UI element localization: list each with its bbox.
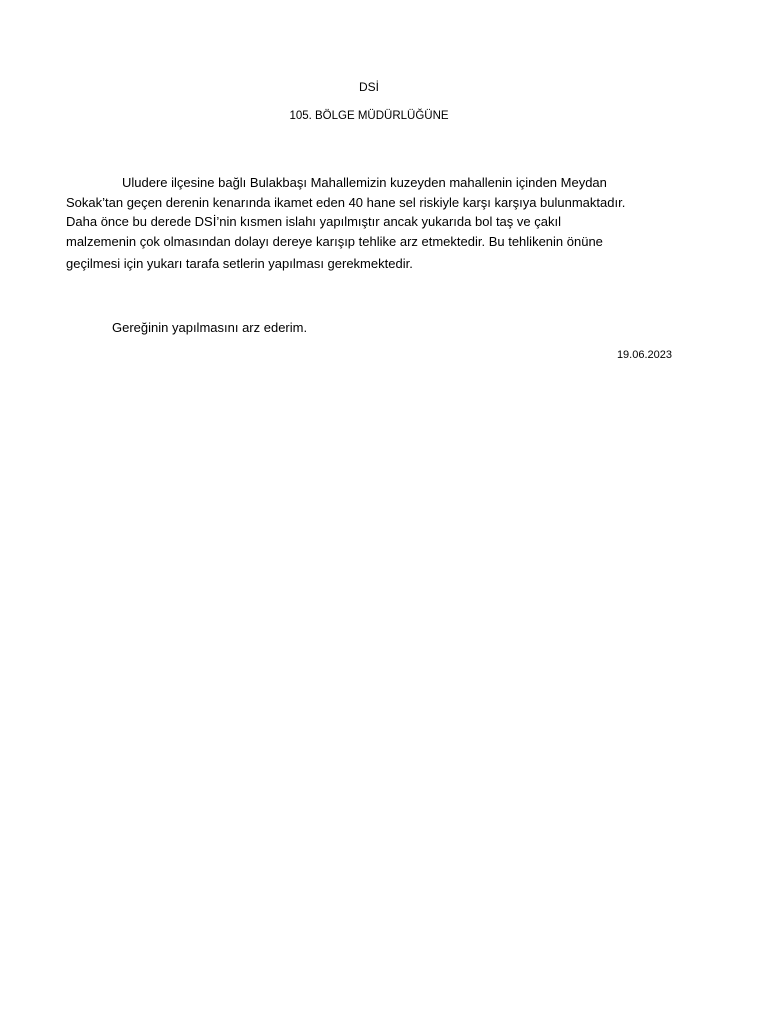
body-line: Uludere ilçesine bağlı Bulakbaşı Mahallemizin kuzeyden mahallenin içinden Meydan <box>122 175 607 190</box>
body-line: Sokak’tan geçen derenin kenarında ikamet eden 40 hane sel riskiyle karşı karşıya bulunmaktadır. <box>66 194 626 210</box>
closing-statement: Gereğinin yapılmasını arz ederim. <box>112 320 308 335</box>
body-line: malzemenin çok olmasından dolayı dereye karışıp tehlike arz etmektedir. Bu tehlikenin önüne <box>66 233 603 249</box>
petition-body <box>66 173 686 274</box>
addressee-title: DSİ <box>358 80 379 94</box>
body-line: geçilmesi için yukarı tarafa setlerin yapılması gerekmektedir. <box>66 256 413 271</box>
body-line: Daha önce bu derede DSİ’nin kısmen islahı yapılmıştır ancak yukarıda bol taş ve çakıl <box>66 214 561 229</box>
document-date: 19.06.2023 <box>616 349 672 361</box>
addressee-subtitle: 105. BÖLGE MÜDÜRLÜĞÜNE <box>289 110 449 122</box>
